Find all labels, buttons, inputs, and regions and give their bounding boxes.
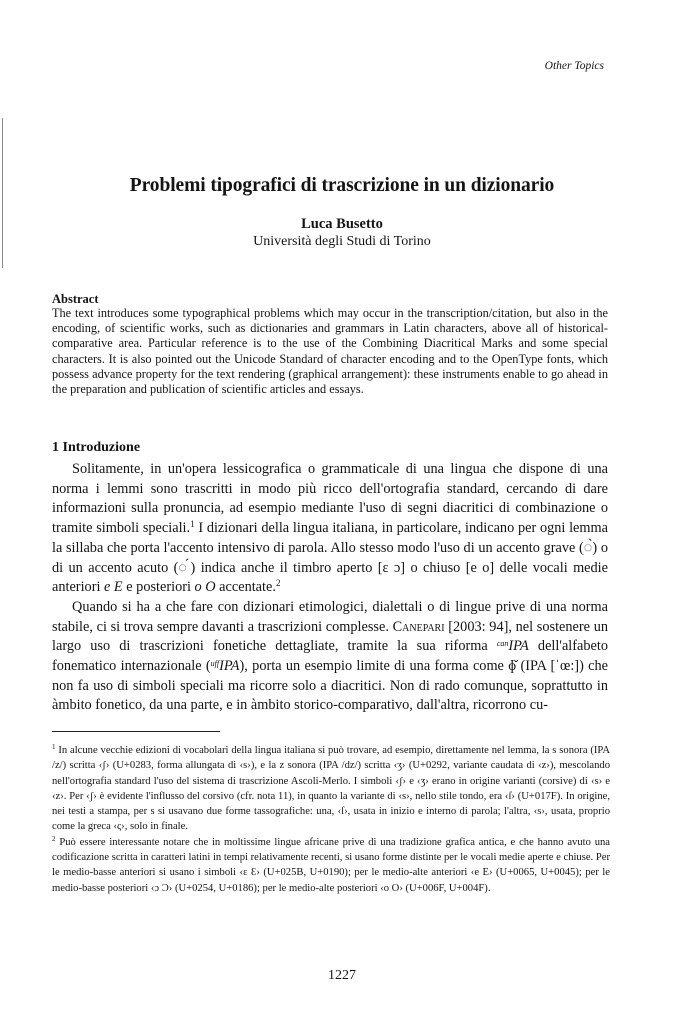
text-run: I dizionari della lingua italiana, in particolare, indicano per ogni lemma la sillaba che porta l'accento intensivo di parola. Allo stesso modo l'uso di un accento grave (◌̀) o di un accento acuto (◌́) indica anche il timbro aperto [ɛ ɔ] o chiuso [e o] delle vocali medie anteriori [52,520,608,596]
paragraph-2 [52,598,608,716]
abstract-heading: Abstract [52,292,99,306]
footnote-separator [52,731,220,732]
footnote-ref: 1 [190,519,195,530]
paragraph-1 [52,460,608,598]
running-head: Other Topics [544,60,604,72]
text-run: dell'alfabeto fonematico internazionale ( [52,638,608,675]
footnote-ref: 2 [275,578,281,589]
italic-run: o O [194,579,216,596]
text-run: [2003: 94], nel sostenere un largo uso di trascrizioni fonetiche dettagliate, tramite la sua riforma [52,618,608,655]
italic-run: IPA [219,658,240,675]
body-text [52,460,608,716]
text-run: accentate. [215,579,276,596]
footnotes [52,743,610,896]
section-heading: 1 Introduzione [52,440,141,455]
phonetic-symbol: ɸ̌ [508,658,517,675]
superscript-run: can [496,639,509,649]
italic-run: IPA [508,638,529,655]
text-run: ), porta un esempio limite di una forma come [239,658,509,675]
superscript-run: uff [210,659,220,669]
page-number: 1227 [328,968,356,983]
text-run: Quando si ha a che fare con dizionari etimologici, dialettali o di lingue prive di una norma stabile, ci si trova sempre davanti a trascrizioni complesse. [52,598,608,635]
footnote-number: 2 [52,834,56,843]
footnote-text: In alcune vecchie edizioni di vocabolari della lingua italiana si può trovare, ad esempio, direttamente nel lemma, la s sonora (IPA /z/) scritta ‹ʃ› (U+0283, forma allungata di ‹s›), e la z sonora (IPA /dz/) scritta ‹ʒ› (U+0292, variante caudata di ‹z›), mescolando nell'ortografia standard l'uso del sistema di trascrizione Ascoli-Merlo. I simboli ‹ʃ› e ‹ʒ› erano in origine varianti (corsive) di ‹s› e ‹z›. Per ‹ʃ› è evidente l'influsso del corsivo (cfr. nota 11), in quanto la variante di ‹s›, nello stile tondo, era ‹ſ› (U+017F). In origine, nei testi a stampa, per s si usavano due forme tassografiche: una, ‹ſ›, usata in inizio e interno di parola; l'altra, ‹s›, usata, proprio come la greca ‹ς›, solo in finale. [52,745,610,833]
abstract-text: The text introduces some typographical problems which may occur in the transcription/citation, but also in the encoding, of scientific works, such as dictionaries and grammars in Latin characters, above all of historical-comparative area. Particular reference is to the use of the Combining Diacritical Marks and some special characters. It is also pointed out the Unicode Standard of character encoding and to the OpenType fonts, which possess advance property for the text rendering (graphical arrangement): these instruments enable to go ahead in the preparation and publication of scientific articles and essays. [52,306,608,397]
author-affiliation: Università degli Studi di Torino [253,234,431,249]
author-name: Luca Busetto [301,216,383,232]
text-run: (IPA [ˈœ:]) che non fa uso di simboli speciali ma ricorre solo a diacritici. Non di rado comunque, soprattutto in àmbito fonetico, da una parte, e in àmbito storico-comparativo, dall'altra, ricorrono cu- [52,658,608,714]
footnote-text: Può essere interessante notare che in moltissime lingue africane prive di una tradizione grafica antica, e che hanno avuto una codificazione scritta in caratteri latini in tempi relativamente recenti, si usano forme distinte per le vocali medie aperte e chiuse. Per le medio-basse anteriori si usano i simboli ‹ɛ Ɛ› (U+025B, U+0190); per le medio-alte anteriori ‹e E› (U+0065, U+0045); per le medio-basse posteriori ‹ɔ Ɔ› (U+0254, U+0186); per le medio-alte posteriori ‹o O› (U+006F, U+004F). [52,836,610,894]
footnote [52,835,610,896]
italic-run: e E [104,579,123,596]
text-run: e posteriori [122,579,195,596]
text-run: Solitamente, in un'opera lessicografica o grammaticale di una lingua che dispone di una norma i lemmi sono trascritti in modo più ricco dell'ortografia standard, cercando di dare informazioni sulla pronuncia, ad esempio mediante l'uso di segni diacritici di combinazione o tramite simboli speciali. [52,461,608,537]
footnote-number: 1 [52,743,56,751]
article-title: Problemi tipografici di trascrizione in un dizionario [129,175,555,196]
footnote [52,743,610,835]
author-citation: Canepari [392,618,445,635]
